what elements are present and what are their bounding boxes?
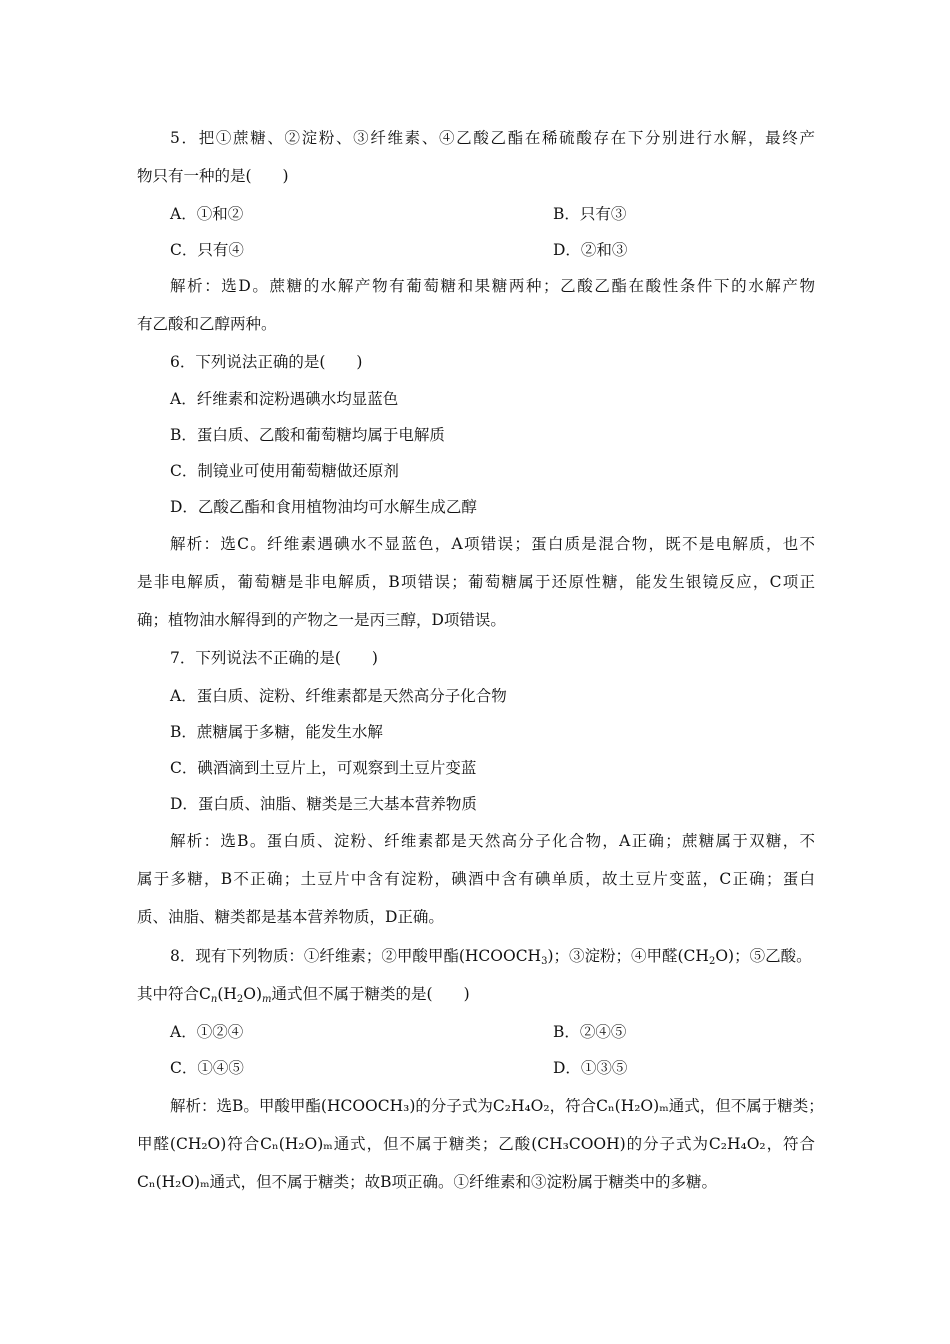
q8-explanation-line2: 甲醛(CH₂O)符合Cₙ(H₂O)ₘ通式，但不属于糖类；乙酸(CH₃COOH)的分子式为C₂H₄O₂，符合 xyxy=(137,1135,815,1153)
q5-option-a: A．①和② xyxy=(170,205,244,223)
q5-option-d: D．②和③ xyxy=(553,241,628,259)
q8-option-c: C．①④⑤ xyxy=(170,1059,244,1077)
q7-explanation-line2: 属于多糖，B不正确；土豆片中含有淀粉，碘酒中含有碘单质，故土豆片变蓝，C正确；蛋白 xyxy=(137,870,815,888)
q6-explanation-line2: 是非电解质，葡萄糖是非电解质，B项错误；葡萄糖属于还原性糖，能发生银镜反应，C项正 xyxy=(137,573,815,591)
q5-explanation-line2: 有乙酸和乙醇两种。 xyxy=(137,315,277,333)
q6-option-d: D．乙酸乙酯和食用植物油均可水解生成乙醇 xyxy=(170,498,477,516)
q7-option-a: A．蛋白质、淀粉、纤维素都是天然高分子化合物 xyxy=(170,687,507,705)
q6-explanation-line1: 解析：选C。纤维素遇碘水不显蓝色，A项错误；蛋白质是混合物，既不是电解质，也不 xyxy=(170,535,815,553)
q5-stem-line2: 物只有一种的是( ) xyxy=(137,167,289,185)
q5-stem-line1: 5．把①蔗糖、②淀粉、③纤维素、④乙酸乙酯在稀硫酸存在下分别进行水解，最终产 xyxy=(170,129,815,147)
q6-option-b: B．蛋白质、乙酸和葡萄糖均属于电解质 xyxy=(170,426,445,444)
q8-option-a: A．①②④ xyxy=(170,1023,244,1041)
q7-option-d: D．蛋白质、油脂、糖类是三大基本营养物质 xyxy=(170,795,477,813)
q7-stem: 7．下列说法不正确的是( ) xyxy=(170,649,378,667)
q5-explanation-line1: 解析：选D。蔗糖的水解产物有葡萄糖和果糖两种；乙酸乙酯在酸性条件下的水解产物 xyxy=(170,277,815,295)
q7-explanation-line3: 质、油脂、糖类都是基本营养物质，D正确。 xyxy=(137,908,444,926)
q6-explanation-line3: 确；植物油水解得到的产物之一是丙三醇，D项错误。 xyxy=(137,611,506,629)
q8-stem-line2: 其中符合$Cn(H_2O)m$通式但不属于糖类的是( ) xyxy=(137,985,470,1005)
q8-option-b: B．②④⑤ xyxy=(553,1023,627,1041)
q6-stem: 6．下列说法正确的是( ) xyxy=(170,353,363,371)
q7-option-c: C．碘酒滴到土豆片上，可观察到土豆片变蓝 xyxy=(170,759,477,777)
q8-explanation-line3: Cₙ(H₂O)ₘ通式，但不属于糖类；故B项正确。①纤维素和③淀粉属于糖类中的多糖。 xyxy=(137,1173,717,1191)
q8-option-d: D．①③⑤ xyxy=(553,1059,628,1077)
q6-option-c: C．制镜业可使用葡萄糖做还原剂 xyxy=(170,462,399,480)
q8-stem-line1: 8．现有下列物质：①纤维素；②甲酸甲酯$(HCOOCH_3)$；③淀粉；④甲醛$(CH_2O)$；⑤乙酸。 xyxy=(170,947,812,967)
q7-explanation-line1: 解析：选B。蛋白质、淀粉、纤维素都是天然高分子化合物，A正确；蔗糖属于双糖，不 xyxy=(170,832,815,850)
q5-option-c: C．只有④ xyxy=(170,241,244,259)
q8-explanation-line1: 解析：选B。甲酸甲酯(HCOOCH₃)的分子式为C₂H₄O₂，符合Cₙ(H₂O)ₘ通式，但不属于糖类； xyxy=(170,1097,824,1115)
q5-option-b: B．只有③ xyxy=(553,205,627,223)
q7-option-b: B．蔗糖属于多糖，能发生水解 xyxy=(170,723,383,741)
q6-option-a: A．纤维素和淀粉遇碘水均显蓝色 xyxy=(170,390,399,408)
